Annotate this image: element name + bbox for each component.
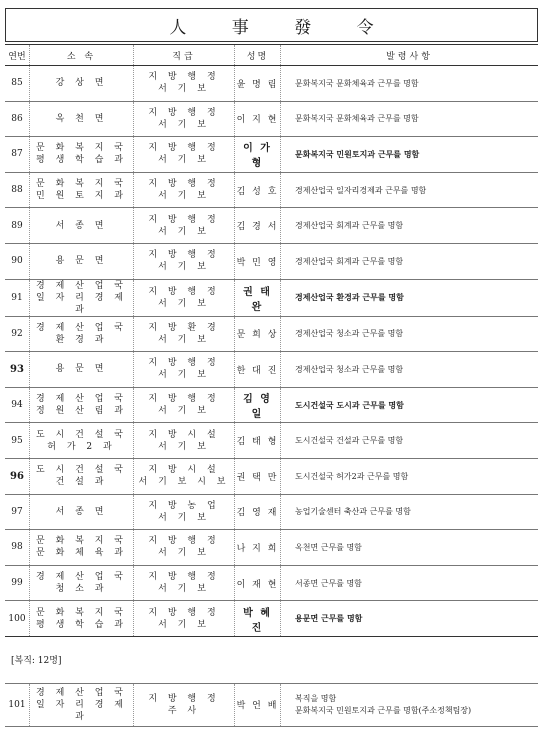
grade-lines xyxy=(134,693,234,717)
dept-line: 건 설 과 xyxy=(55,477,108,488)
grade-line: 서 기 보 xyxy=(158,119,210,130)
dept-line: 일 자 리 경 제 과 xyxy=(36,699,127,722)
row-order: 도시건설국 건설과 근무를 명함 xyxy=(281,423,539,459)
row-name: 이 가 형 xyxy=(235,137,281,173)
dept-line: 허 가 2 과 xyxy=(47,441,116,452)
order-lines xyxy=(295,693,538,717)
row-number: 92 xyxy=(5,316,30,352)
row-grade xyxy=(134,137,235,173)
grade-line: 서 기 보 xyxy=(158,441,210,452)
dept-line: 일 자 리 경 제 과 xyxy=(36,292,127,315)
dept-line: 문 화 체 육 과 xyxy=(36,548,127,559)
dept-line: 평 생 학 습 과 xyxy=(36,619,127,630)
grade-line: 서 기 보 xyxy=(158,226,210,237)
grade-line: 서 기 보 시 보 xyxy=(138,477,230,488)
grade-line: 서 기 보 xyxy=(158,584,210,595)
row-number: 100 xyxy=(5,601,30,637)
dept-lines xyxy=(30,363,133,375)
dept-lines xyxy=(30,142,133,166)
grade-line: 지 방 행 정 xyxy=(148,358,220,369)
row-name: 한 대 진 xyxy=(235,352,281,388)
grade-lines xyxy=(134,142,234,166)
dept-line: 경 제 산 업 국 xyxy=(36,322,127,333)
dept-lines xyxy=(30,220,133,232)
row-dept xyxy=(30,243,134,279)
grade-lines xyxy=(134,107,234,131)
dept-lines xyxy=(30,571,133,595)
grade-lines xyxy=(134,535,234,559)
dept-line: 문 화 복 지 국 xyxy=(36,607,127,618)
row-dept xyxy=(30,137,134,173)
dept-line: 청 소 과 xyxy=(55,584,108,595)
row-dept xyxy=(30,66,134,102)
row-name: 박 혜 진 xyxy=(235,601,281,637)
table-row xyxy=(5,243,538,279)
row-dept xyxy=(30,279,134,316)
row-order xyxy=(281,683,539,726)
row-grade xyxy=(134,565,235,601)
row-grade xyxy=(134,494,235,530)
row-grade xyxy=(134,101,235,137)
row-dept xyxy=(30,530,134,566)
row-order: 문화복지국 문화체육과 근무를 명함 xyxy=(281,101,539,137)
row-number: 90 xyxy=(5,243,30,279)
header-order: 발령사항 xyxy=(281,45,539,66)
grade-line: 서 기 보 xyxy=(158,406,210,417)
row-number: 89 xyxy=(5,208,30,244)
grade-line: 서 기 보 xyxy=(158,84,210,95)
document-title-box xyxy=(5,8,538,42)
row-grade xyxy=(134,683,235,726)
grade-line: 서 기 보 xyxy=(158,155,210,166)
grade-lines xyxy=(134,500,234,524)
grade-line: 지 방 행 정 xyxy=(148,286,220,297)
dept-lines xyxy=(30,393,133,417)
row-name: 김 영 일 xyxy=(235,387,281,423)
reinstatement-note: [복직: 12명] xyxy=(5,636,538,683)
row-grade xyxy=(134,352,235,388)
row-dept xyxy=(30,208,134,244)
grade-line: 서 기 보 xyxy=(158,619,210,630)
grade-line: 지 방 행 정 xyxy=(148,72,220,83)
table-row xyxy=(5,208,538,244)
row-name: 김 성 호 xyxy=(235,172,281,208)
row-number: 96 xyxy=(5,458,30,494)
row-dept xyxy=(30,458,134,494)
row-name: 이 재 현 xyxy=(235,565,281,601)
grade-line: 서 기 보 xyxy=(158,191,210,202)
dept-line: 용 문 면 xyxy=(55,364,108,375)
row-name: 권 태 완 xyxy=(235,279,281,316)
row-number: 94 xyxy=(5,387,30,423)
grade-line: 지 방 시 설 xyxy=(148,465,220,476)
row-order: 경제산업국 환경과 근무를 명함 xyxy=(281,279,539,316)
order-line: 문화복지국 민원토지과 근무를 명함(주소정책팀장) xyxy=(295,705,472,715)
row-name: 김 경 서 xyxy=(235,208,281,244)
grade-lines xyxy=(134,393,234,417)
table-row xyxy=(5,387,538,423)
row-order: 서종면 근무를 명함 xyxy=(281,565,539,601)
row-order: 경제산업국 회계과 근무를 명함 xyxy=(281,243,539,279)
row-order: 용문면 근무를 명함 xyxy=(281,601,539,637)
row-number: 97 xyxy=(5,494,30,530)
row-name: 문 희 상 xyxy=(235,316,281,352)
header-no: 연번 xyxy=(5,45,30,66)
row-dept xyxy=(30,423,134,459)
table-row xyxy=(5,565,538,601)
grade-line: 지 방 행 정 xyxy=(148,250,220,261)
dept-lines xyxy=(30,178,133,202)
row-grade xyxy=(134,172,235,208)
row-number: 93 xyxy=(5,352,30,388)
personnel-table xyxy=(5,44,538,727)
grade-line: 지 방 행 정 xyxy=(148,107,220,118)
grade-lines xyxy=(134,214,234,238)
dept-lines xyxy=(30,535,133,559)
table-row xyxy=(5,279,538,316)
row-order: 경제산업국 일자리경제과 근무를 명함 xyxy=(281,172,539,208)
table-row xyxy=(5,530,538,566)
row-dept xyxy=(30,601,134,637)
row-grade xyxy=(134,530,235,566)
row-name: 박 민 영 xyxy=(235,243,281,279)
grade-lines xyxy=(134,322,234,346)
dept-line: 문 화 복 지 국 xyxy=(36,179,127,190)
row-dept xyxy=(30,316,134,352)
header-dept: 소 속 xyxy=(30,45,134,66)
dept-lines xyxy=(30,464,133,488)
row-grade xyxy=(134,279,235,316)
grade-line: 서 기 보 xyxy=(158,334,210,345)
row-dept xyxy=(30,565,134,601)
row-grade xyxy=(134,458,235,494)
dept-line: 도 시 건 설 국 xyxy=(36,465,127,476)
dept-line: 평 생 학 습 과 xyxy=(36,155,127,166)
dept-line: 경 제 산 업 국 xyxy=(36,687,127,698)
grade-lines xyxy=(134,286,234,310)
grade-lines xyxy=(134,607,234,631)
dept-line: 정 원 산 림 과 xyxy=(36,406,127,417)
row-order: 문화복지국 문화체육과 근무를 명함 xyxy=(281,66,539,102)
document-title: 人 事 發 令 xyxy=(169,17,394,38)
row-name: 권 택 만 xyxy=(235,458,281,494)
table-row xyxy=(5,423,538,459)
order-line: 복직을 명함 xyxy=(295,693,337,703)
row-order: 도시건설국 허가2과 근무를 명함 xyxy=(281,458,539,494)
row-number: 85 xyxy=(5,66,30,102)
dept-line: 서 종 면 xyxy=(55,506,108,517)
row-order: 경제산업국 청소과 근무를 명함 xyxy=(281,316,539,352)
dept-line: 강 상 면 xyxy=(55,78,108,89)
grade-line: 주 사 xyxy=(167,705,201,716)
grade-lines xyxy=(134,71,234,95)
row-number: 99 xyxy=(5,565,30,601)
personnel-order-sheet xyxy=(5,8,538,726)
row-grade xyxy=(134,66,235,102)
dept-line: 옥 천 면 xyxy=(55,113,108,124)
dept-line: 서 종 면 xyxy=(55,220,108,231)
grade-lines xyxy=(134,571,234,595)
grade-lines xyxy=(134,429,234,453)
table-row xyxy=(5,316,538,352)
note-row xyxy=(5,636,538,683)
row-grade xyxy=(134,423,235,459)
dept-line: 경 제 산 업 국 xyxy=(36,572,127,583)
dept-lines xyxy=(30,113,133,125)
table-row xyxy=(5,101,538,137)
table-row xyxy=(5,137,538,173)
table-row xyxy=(5,352,538,388)
row-number: 88 xyxy=(5,172,30,208)
row-dept xyxy=(30,172,134,208)
dept-line: 도 시 건 설 국 xyxy=(36,429,127,440)
table-body xyxy=(5,66,538,727)
dept-lines xyxy=(30,77,133,89)
dept-lines xyxy=(30,687,133,723)
row-dept xyxy=(30,101,134,137)
row-grade xyxy=(134,387,235,423)
grade-line: 지 방 행 정 xyxy=(148,214,220,225)
row-dept xyxy=(30,683,134,726)
dept-lines xyxy=(30,429,133,453)
dept-line: 민 원 토 지 과 xyxy=(36,191,127,202)
dept-line: 문 화 복 지 국 xyxy=(36,536,127,547)
grade-line: 지 방 행 정 xyxy=(148,394,220,405)
row-order: 경제산업국 회계과 근무를 명함 xyxy=(281,208,539,244)
header-grade: 직급 xyxy=(134,45,235,66)
row-number: 87 xyxy=(5,137,30,173)
row-dept xyxy=(30,352,134,388)
header-name: 성명 xyxy=(235,45,281,66)
row-grade xyxy=(134,316,235,352)
row-order: 경제산업국 청소과 근무를 명함 xyxy=(281,352,539,388)
row-grade xyxy=(134,601,235,637)
row-number: 86 xyxy=(5,101,30,137)
row-name: 김 태 형 xyxy=(235,423,281,459)
grade-line: 서 기 보 xyxy=(158,548,210,559)
table-row xyxy=(5,66,538,102)
dept-line: 환 경 과 xyxy=(55,334,108,345)
row-number: 101 xyxy=(5,683,30,726)
grade-line: 서 기 보 xyxy=(158,262,210,273)
grade-line: 지 방 행 정 xyxy=(148,179,220,190)
row-dept xyxy=(30,494,134,530)
row-name: 이 지 현 xyxy=(235,101,281,137)
dept-line: 경 제 산 업 국 xyxy=(36,394,127,405)
row-order: 문화복지국 민원토지과 근무를 명함 xyxy=(281,137,539,173)
row-number: 91 xyxy=(5,279,30,316)
grade-lines xyxy=(134,464,234,488)
table-row xyxy=(5,172,538,208)
dept-line: 경 제 산 업 국 xyxy=(36,280,127,291)
row-grade xyxy=(134,243,235,279)
row-grade xyxy=(134,208,235,244)
table-header-row xyxy=(5,45,538,66)
row-order: 농업기술센터 축산과 근무를 명함 xyxy=(281,494,539,530)
row-name: 나 지 희 xyxy=(235,530,281,566)
dept-lines xyxy=(30,255,133,267)
grade-lines xyxy=(134,178,234,202)
grade-lines xyxy=(134,357,234,381)
grade-line: 서 기 보 xyxy=(158,370,210,381)
grade-line: 지 방 행 정 xyxy=(148,143,220,154)
row-order: 옥천면 근무를 명함 xyxy=(281,530,539,566)
dept-lines xyxy=(30,506,133,518)
grade-line: 지 방 농 업 xyxy=(148,500,220,511)
dept-line: 용 문 면 xyxy=(55,256,108,267)
dept-line: 문 화 복 지 국 xyxy=(36,143,127,154)
row-name: 김 영 재 xyxy=(235,494,281,530)
dept-lines xyxy=(30,322,133,346)
grade-line: 지 방 시 설 xyxy=(148,429,220,440)
dept-lines xyxy=(30,607,133,631)
grade-line: 지 방 행 정 xyxy=(148,536,220,547)
grade-line: 지 방 행 정 xyxy=(148,607,220,618)
grade-lines xyxy=(134,249,234,273)
grade-line: 서 기 보 xyxy=(158,298,210,309)
row-dept xyxy=(30,387,134,423)
row-number: 98 xyxy=(5,530,30,566)
grade-line: 지 방 환 경 xyxy=(148,322,220,333)
grade-line: 지 방 행 정 xyxy=(148,572,220,583)
table-row xyxy=(5,458,538,494)
row-number: 95 xyxy=(5,423,30,459)
grade-line: 지 방 행 정 xyxy=(148,693,220,704)
row-name: 박 언 배 xyxy=(235,683,281,726)
dept-lines xyxy=(30,280,133,316)
table-row xyxy=(5,683,538,726)
table-row xyxy=(5,601,538,637)
row-name: 윤 명 림 xyxy=(235,66,281,102)
row-order: 도시건설국 도시과 근무를 명함 xyxy=(281,387,539,423)
table-row xyxy=(5,494,538,530)
grade-line: 서 기 보 xyxy=(158,512,210,523)
